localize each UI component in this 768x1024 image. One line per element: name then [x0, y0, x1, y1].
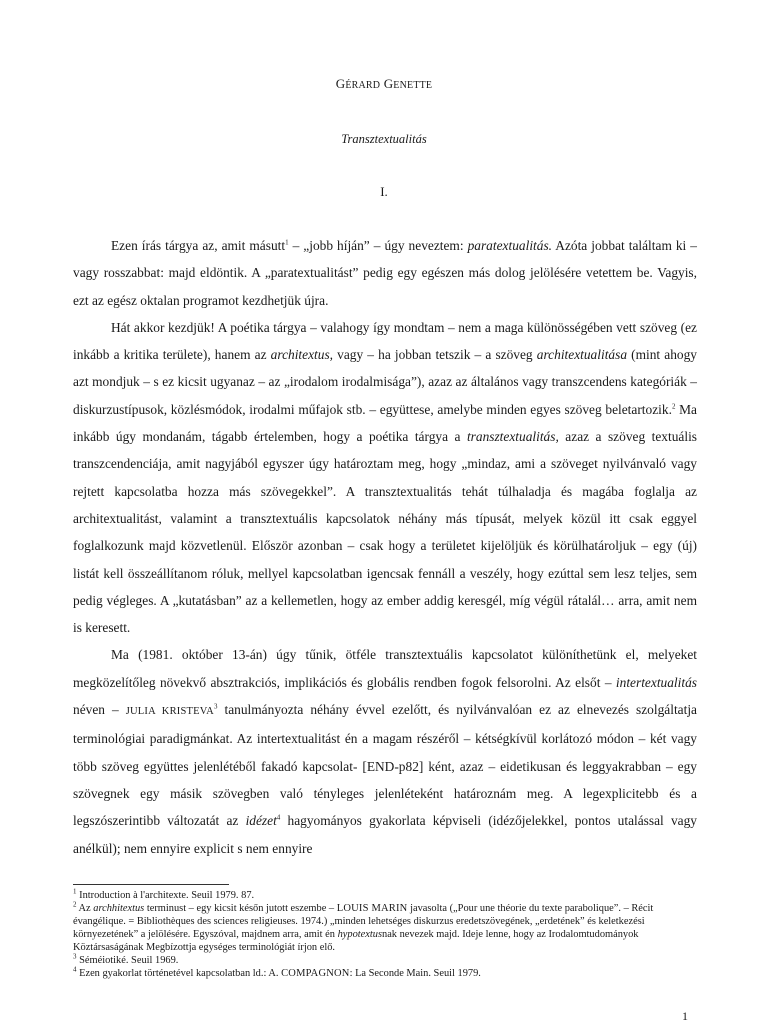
footnote-ref-2[interactable]: 2 [671, 402, 676, 411]
footnote-ref-4[interactable]: 4 [276, 813, 281, 822]
body-text [73, 232, 697, 862]
footnote-1: $^1$ Introduction à l'architexte. Seuil 1979. 87. [73, 887, 255, 901]
footnote-divider [73, 884, 229, 885]
author-name: GÉRARD GENETTE [335, 76, 433, 91]
paragraph-3: Ma (1981. október 13-án) úgy tűnik, ötféle transztextuális kapcsolatot különíthetünk el, melyeket megközelítőleg növekvő absztrakciós, implikációs és globális rendben fogok felsorolni. Az elsőt – intertextualitás néven – JULIA KRISTEVA$^3$ tanulmányozta néhány évvel ezelőtt, és nyilvánvalóan ez az elnevezés szolgáltatja terminológiai paradigmánkat. Az intertextualitást én a magam részéről – kétségkívül korlátozó módon – két vagy több szöveg együttes jelenlétéből fakadó kapcsolat- [END-p82] ként, azaz – eidetikusan és leggyakrabban – egy szövegnek egy másik szövegben való tényleges jelenléteként határoznám meg. A legexplicitebb és a legszószerintibb változatát az idézet$^4$ hagyományos gyakorlata képviseli (idézőjelekkel, pontos utalással vagy anélkül); nem ennyire explicit s nem ennyire [73, 647, 697, 856]
footnote-4: $^4$ Ezen gyakorlat történetével kapcsolatban ld.: A. COMPAGNON: La Seconde Main. Seuil 1979. [73, 965, 481, 979]
footnotes [73, 889, 697, 980]
footnote-ref-1[interactable]: 1 [285, 238, 289, 247]
paragraph-1: Ezen írás tárgya az, amit másutt$^1$ – „jobb híján” – úgy neveztem: paratextualitás. Azóta jobbat találtam ki – vagy rosszabbat: majd eldöntik. A „paratextualitást” pedig egy egészen más dolog jelölésére vetettem be. Vagyis, ezt az egész oktalan programot kezdhetjük újra. [73, 238, 697, 308]
document-title: Transztextualitás [341, 132, 427, 146]
section-number: I. [380, 184, 388, 199]
footnote-2: $^2$ Az archhitextus terminust – egy kicsit későn jutott eszembe – LOUIS MARIN javasolta („Pour une théorie du texte parabolique”. – Récit évangélique. = Bibliothèques des sciences religieuses. 1974.) „minden lehetséges diskurzus eredetszövegének, „erdetének” és keletkezési környezetének” a jelölésére. Egyszóval, majdnem arra, amit én hypotextusnak nevezek majd. Ideje lenne, hogy az Irodalomtudományok Köztársaságának Megbízottja egységes terminológiát írjon elő. [73, 900, 654, 953]
footnote-ref-3[interactable]: 3 [213, 702, 218, 711]
page-number: 1 [682, 1009, 688, 1023]
paragraph-2: Hát akkor kezdjük! A poétika tárgya – valahogy így mondtam – nem a maga különösségében vett szöveg (ez inkább a kritika területe), hanem az architextus, vagy – ha jobban tetszik – a szöveg architextualitása (mint ahogy azt mondjuk – s ez kicsit ugyanaz – az „irodalom irodalmisága”), azaz az általános vagy transzcendens kategóriák – diskurzustípusok, közlésmódok, irodalmi műfajok stb. – együttese, amelybe minden egyes szöveg beletartozik.$^2$ Ma inkább úgy mondanám, tágabb értelemben, hogy a poétika tárgya a transztextualitás, azaz a szöveg textuális transzcendenciája, amit nagyjából egyszer úgy határoztam meg, hogy „mindaz, ami a szöveget nyilvánvaló vagy rejtett kapcsolatba hozza más szövegekkel”. A transztextualitás tehát túlhaladja és magába foglalja az architextualitást, valamint a transztextuális kapcsolatok néhány más típusát, melyek közül itt csak eggyel foglalkozunk majd közvetlenül. Először azonban – csak hogy a területet kijelöljük és körülhatároljuk – egy (új) listát kell összeállítanom róluk, mellyel kapcsolatban igencsak fennáll a veszély, hogy ezúttal sem lesz teljes, sem pedig végleges. A „kutatásban” az a kellemetlen, hogy az ember addig keresgél, míg végül rátalál… arra, amit nem is keresett. [73, 319, 698, 636]
author-reference: JULIA KRISTEVA [125, 706, 214, 718]
footnote-3: $^3$ Séméiotiké. Seuil 1969. [73, 952, 179, 966]
